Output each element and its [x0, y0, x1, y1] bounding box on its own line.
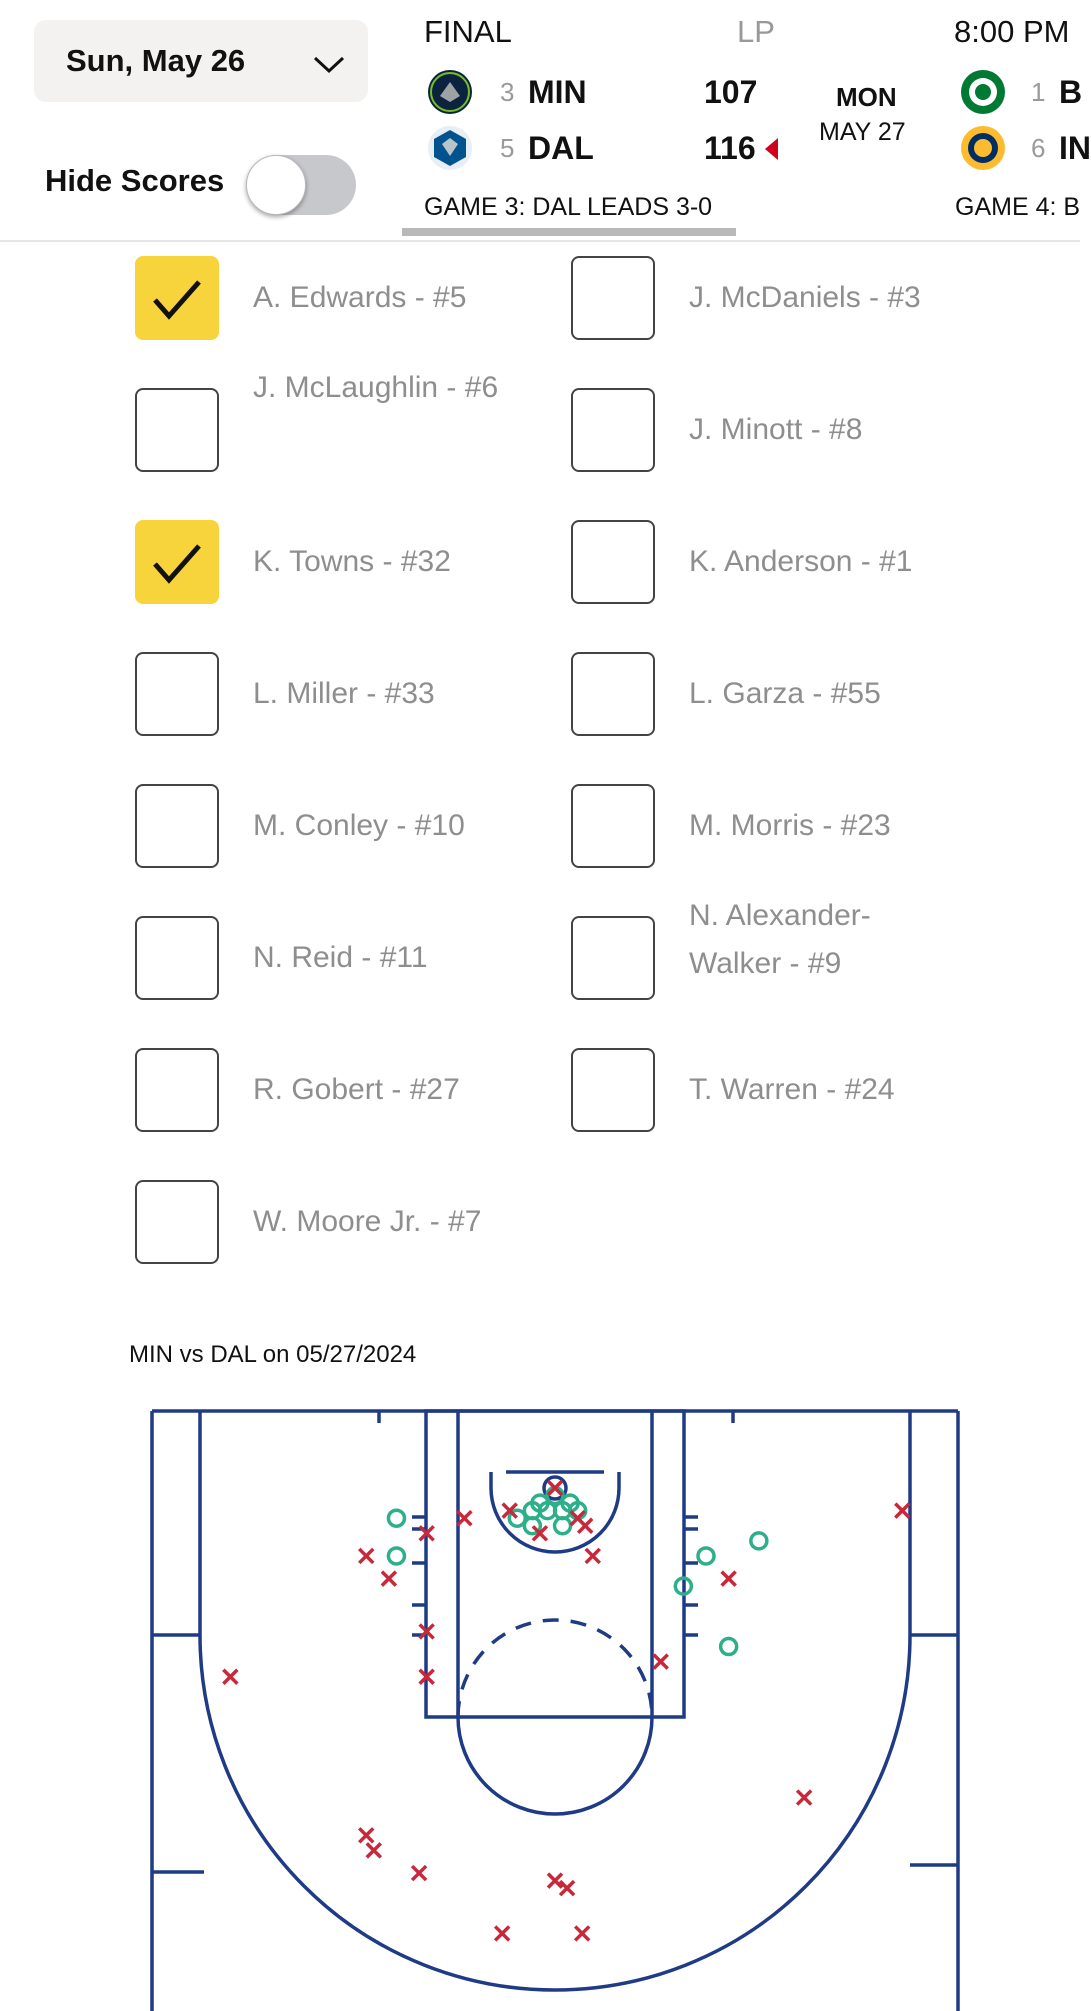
player-filter-item[interactable]: [135, 1048, 535, 1138]
celtics-logo-icon: [961, 70, 1005, 114]
team-seed: 1: [1031, 77, 1046, 107]
toggle-knob: [246, 155, 306, 215]
player-checkbox[interactable]: [135, 784, 219, 868]
hide-scores-label: Hide Scores: [45, 163, 225, 198]
made-shot-marker: [388, 1548, 404, 1564]
player-filter-item[interactable]: [571, 652, 971, 742]
paint-outer: [426, 1411, 684, 1717]
missed-shot-marker: [359, 1828, 373, 1842]
scoreboard-header: [0, 0, 1091, 242]
player-label: L. Miller - #33: [253, 677, 435, 710]
checkmark-icon: [149, 272, 207, 326]
made-shot-marker: [388, 1510, 404, 1526]
player-filter-item[interactable]: [571, 388, 971, 478]
made-shot-marker: [721, 1639, 737, 1655]
hide-scores-toggle[interactable]: [246, 155, 356, 215]
player-checkbox[interactable]: [135, 388, 219, 472]
missed-shot-marker: [412, 1866, 426, 1880]
series-status: GAME 3: DAL LEADS 3-0: [424, 193, 713, 221]
player-filter-item[interactable]: [135, 256, 535, 346]
pacers-logo-icon: [961, 126, 1005, 170]
team-seed: 3: [500, 77, 515, 107]
winner-arrow-icon: [765, 138, 778, 160]
player-label: L. Garza - #55: [689, 677, 881, 710]
court-lines: [152, 1411, 958, 2011]
chevron-down-icon: [312, 48, 346, 84]
game-status: 8:00 PM: [954, 14, 1070, 49]
shot-chart: [0, 1380, 1080, 2011]
date-picker-label: Sun, May 26: [66, 43, 246, 78]
player-checkbox[interactable]: [571, 256, 655, 340]
missed-shot-marker: [586, 1549, 600, 1563]
player-filter-item[interactable]: [571, 256, 971, 346]
player-label: N. Alexander-Walker - #9: [689, 899, 871, 980]
player-label: J. McDaniels - #3: [689, 281, 921, 314]
made-shot-marker: [751, 1533, 767, 1549]
mavericks-logo-icon: [428, 126, 472, 170]
player-label: J. McLaughlin - #6: [253, 371, 499, 404]
player-filter-item[interactable]: [571, 520, 971, 610]
missed-shot-marker: [654, 1655, 668, 1669]
game-status: FINAL: [424, 14, 512, 49]
missed-shot-marker: [575, 1926, 589, 1940]
player-label: M. Morris - #23: [689, 809, 891, 842]
player-filter-item[interactable]: [135, 784, 535, 874]
team-score: 116: [704, 130, 756, 166]
player-filter-item[interactable]: [135, 1180, 535, 1270]
team-abbr: DAL: [528, 130, 594, 166]
series-status: GAME 4: B: [955, 193, 1081, 221]
player-checkbox[interactable]: [571, 652, 655, 736]
game-network: LP: [737, 14, 775, 49]
player-filter-item[interactable]: [571, 784, 971, 874]
missed-shot-marker: [797, 1791, 811, 1805]
player-filter-item[interactable]: [135, 371, 535, 478]
next-date-date: MAY 27: [819, 118, 906, 146]
player-label: R. Gobert - #27: [253, 1073, 460, 1106]
team-abbr: MIN: [528, 74, 587, 110]
player-label: K. Towns - #32: [253, 545, 451, 578]
player-filter-item[interactable]: [135, 652, 535, 742]
player-label: W. Moore Jr. - #7: [253, 1205, 482, 1238]
missed-shot-marker: [367, 1843, 381, 1857]
missed-shot-marker: [359, 1549, 373, 1563]
missed-shot-marker: [895, 1504, 909, 1518]
player-label: N. Reid - #11: [253, 941, 428, 974]
player-label: A. Edwards - #5: [253, 281, 467, 314]
player-checkbox[interactable]: [571, 784, 655, 868]
missed-shot-marker: [495, 1926, 509, 1940]
player-checkbox[interactable]: [135, 1180, 219, 1264]
selected-game-indicator: [402, 228, 736, 236]
player-checkbox[interactable]: [135, 652, 219, 736]
missed-shot-marker: [548, 1874, 562, 1888]
next-date-day: MON: [836, 82, 897, 112]
free-throw-circle-bottom: [458, 1717, 652, 1814]
missed-shot-marker: [382, 1572, 396, 1586]
missed-shot-marker: [223, 1670, 237, 1684]
player-filter-item[interactable]: [135, 520, 535, 610]
team-abbr: IN: [1059, 130, 1091, 166]
player-label: K. Anderson - #1: [689, 545, 913, 578]
chart-title: MIN vs DAL on 05/27/2024: [129, 1341, 417, 1368]
missed-shot-marker: [560, 1881, 574, 1895]
player-checkbox[interactable]: [571, 388, 655, 472]
player-checkbox[interactable]: [571, 1048, 655, 1132]
player-checkbox[interactable]: [135, 520, 219, 604]
player-checkbox[interactable]: [571, 916, 655, 1000]
missed-shot-marker: [722, 1572, 736, 1586]
player-checkbox[interactable]: [135, 1048, 219, 1132]
date-picker-dropdown[interactable]: [34, 20, 368, 102]
player-filter-item[interactable]: [571, 899, 971, 1006]
team-seed: 5: [500, 133, 515, 163]
player-label: J. Minott - #8: [689, 413, 863, 446]
player-filter-item[interactable]: [135, 916, 535, 1006]
team-abbr: B: [1059, 74, 1083, 110]
team-score: 107: [704, 74, 758, 110]
player-checkbox[interactable]: [135, 256, 219, 340]
free-throw-circle-top: [458, 1620, 652, 1717]
checkmark-icon: [149, 536, 207, 590]
player-label: M. Conley - #10: [253, 809, 465, 842]
player-filter-item[interactable]: [571, 1048, 971, 1138]
player-checkbox[interactable]: [135, 916, 219, 1000]
missed-shot-marker: [578, 1519, 592, 1533]
player-checkbox[interactable]: [571, 520, 655, 604]
team-seed: 6: [1031, 133, 1046, 163]
player-label: T. Warren - #24: [689, 1073, 895, 1106]
made-shot-marker: [698, 1548, 714, 1564]
timberwolves-logo-icon: [428, 70, 472, 114]
